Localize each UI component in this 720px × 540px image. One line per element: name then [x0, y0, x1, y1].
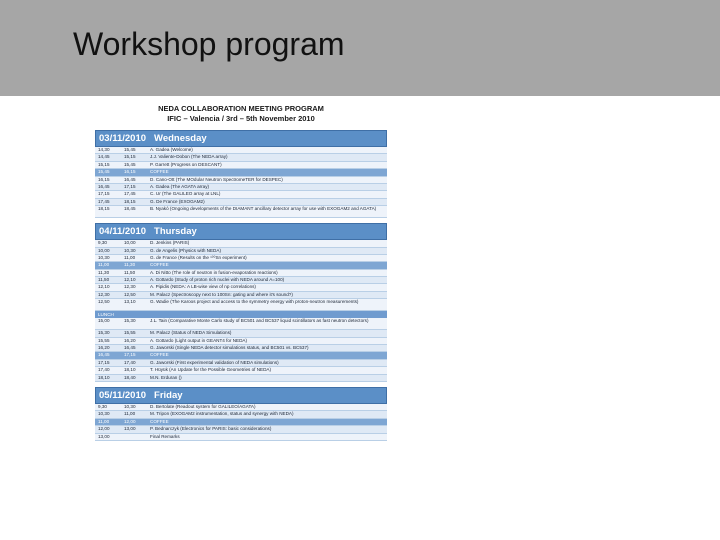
schedule-row	[95, 240, 387, 247]
schedule-row	[95, 367, 387, 374]
session-description: P. Garrett (Progress on DESCANT)	[150, 161, 222, 167]
start-time: 12,50	[98, 299, 110, 305]
start-time: 15,00	[98, 318, 110, 324]
day-header	[95, 387, 387, 404]
start-time: 17,15	[98, 191, 110, 197]
start-time: 16,45	[98, 183, 110, 189]
start-time: 15,30	[98, 330, 110, 336]
coffee-row	[95, 169, 387, 176]
session-description: D. Jenkins (PARIS)	[150, 240, 190, 246]
start-time: 18,15	[98, 206, 110, 212]
start-time: 10,30	[98, 411, 110, 417]
schedule-row	[95, 318, 387, 330]
schedule-row	[95, 292, 387, 299]
coffee-row	[95, 262, 387, 269]
day-name: Thursday	[154, 226, 197, 238]
session-description: A. Gadea (Welcome)	[150, 147, 193, 152]
end-time: 11,00	[124, 254, 136, 260]
day-date: 03/11/2010	[99, 133, 147, 144]
schedule-row	[95, 360, 387, 367]
session-description: COFFEE	[150, 169, 169, 175]
coffee-row	[95, 419, 387, 426]
end-time: 17,40	[124, 359, 136, 365]
end-time: 15,45	[124, 161, 136, 167]
start-time: 18,10	[98, 374, 110, 380]
schedule-row	[95, 154, 387, 161]
session-description: A. Pipidis (NEDA: A LB-wise view of np correlations)	[150, 284, 256, 290]
end-time: 11,50	[124, 269, 136, 275]
session-description: G. Jaworski (First experimental validation of NEDA simulations)	[150, 359, 279, 365]
session-description: G. Wadie (The Karoos project and access to the symmetry energy with proton-neutron measurements)	[150, 299, 359, 305]
schedule-row	[95, 404, 387, 411]
schedule-row	[95, 375, 387, 382]
start-time: 11,00	[98, 262, 110, 268]
end-time: 18,10	[124, 367, 136, 373]
start-time: 14,45	[98, 154, 110, 160]
start-time: 9,30	[98, 240, 107, 246]
schedule-row	[95, 248, 387, 255]
schedule-row	[95, 411, 387, 418]
schedule-row	[95, 426, 387, 433]
program-document	[95, 100, 387, 528]
session-description: M. Tripon (EXOGAM2 instrumentation, status and synergy with NEDA)	[150, 411, 294, 417]
start-time: 17,45	[98, 198, 110, 204]
session-description: P. Bednarczyk (Electronics for PARIS: basic considerations)	[150, 426, 272, 432]
start-time: 12,10	[98, 284, 110, 290]
end-time: 10,00	[124, 240, 136, 246]
slide-title: Workshop program	[73, 26, 345, 62]
schedule-row	[95, 162, 387, 169]
end-time: 16,15	[124, 169, 136, 175]
day-date: 05/11/2010	[99, 389, 147, 401]
session-description: A. Gottardo (Light output in GEANT4 for NEDA)	[150, 337, 248, 343]
schedule-row	[95, 206, 387, 218]
session-description: T. Hüyük (An Update for the Possible Geometries of NEDA)	[150, 367, 272, 373]
day-table	[95, 130, 387, 218]
start-time: 14,30	[98, 147, 110, 152]
start-time: 12,30	[98, 291, 110, 297]
schedule-rows	[95, 147, 387, 218]
start-time: 12,00	[98, 426, 110, 432]
end-time	[124, 434, 150, 440]
schedule-rows	[95, 404, 387, 441]
schedule-row	[95, 270, 387, 277]
end-time: 18,45	[124, 206, 136, 212]
lunch-row: LUNCH	[95, 311, 387, 318]
end-time: 15,15	[124, 154, 136, 160]
start-time: 11,00	[98, 418, 110, 424]
document-subtitle: IFIC – Valencia / 3rd – 5th November 2010	[167, 114, 315, 123]
schedule-row	[95, 191, 387, 198]
session-description: M. Palacz (Spectroscopy next to 100Sn: gating and where it's sound?)	[150, 291, 293, 297]
end-time: 18,15	[124, 198, 136, 204]
day-date: 04/11/2010	[99, 226, 147, 238]
end-time: 16,20	[124, 337, 136, 343]
document-title: NEDA COLLABORATION MEETING PROGRAM	[158, 104, 324, 113]
start-time: 16,45	[98, 352, 110, 358]
start-time: 9,30	[98, 403, 107, 409]
schedule-row	[95, 184, 387, 191]
session-description: D. Bertolate (Readout system for GALILEO/AGATA)	[150, 403, 256, 409]
schedule-row	[95, 255, 387, 262]
start-time: 16,15	[98, 176, 110, 182]
day-header	[95, 223, 387, 240]
end-time: 12,30	[124, 284, 136, 290]
session-description: A. Di Nitto (The role of neutron in fusion-evaporation reactions)	[150, 269, 278, 275]
schedule-row	[95, 147, 387, 154]
slide-header	[0, 0, 720, 96]
session-description: J.J. Valiente-Dobon (The NEDA array)	[150, 154, 228, 160]
start-time: 15,45	[98, 169, 110, 175]
schedule-row	[95, 434, 387, 441]
end-time: 17,15	[124, 183, 136, 189]
schedule-row	[95, 338, 387, 345]
coffee-row	[95, 352, 387, 359]
end-time: 12,50	[124, 291, 136, 297]
session-description: Final Remarks	[150, 433, 180, 439]
end-time: 13,00	[124, 426, 136, 432]
schedule-row	[95, 277, 387, 284]
start-time: 17,40	[98, 367, 110, 373]
start-time: 10,30	[98, 254, 110, 260]
session-description: M. Palacz (Status of NEDA Simulations)	[150, 330, 232, 336]
session-description: COFFEE	[150, 262, 169, 268]
schedule-row	[95, 345, 387, 352]
end-time: 15,30	[124, 318, 136, 324]
session-description: A. Gottardo (Study of proton rich nuclei with NEDA around A=100)	[150, 277, 285, 283]
end-time: 17,15	[124, 352, 136, 358]
end-time: 13,10	[124, 299, 136, 305]
start-time: 11,30	[98, 269, 110, 275]
day-header	[95, 130, 387, 147]
day-name: Friday	[154, 389, 183, 401]
start-time: 17,15	[98, 359, 110, 365]
end-time: 18,40	[124, 374, 136, 380]
session-description: J.L. Tain (Comparative Monte Carlo study of BC501 and BC537 liquid scintillators as fast neutron detectors)	[150, 318, 369, 324]
program-days	[95, 130, 387, 441]
end-time: 10,30	[124, 403, 136, 409]
session-description: G. de France (Results on the ¹⁰⁰Sn experiment)	[150, 254, 247, 260]
end-time: 15,55	[124, 330, 136, 336]
day-name: Wednesday	[154, 133, 207, 144]
start-time: 15,15	[98, 161, 110, 167]
start-time: 16,20	[98, 345, 110, 351]
session-description: G. de Angelis (Physics with NEDA)	[150, 247, 221, 253]
session-description: COFFEE	[150, 418, 169, 424]
end-time: 16,45	[124, 176, 136, 182]
start-time: 15,55	[98, 337, 110, 343]
end-time: 10,30	[124, 247, 136, 253]
schedule-row	[95, 299, 387, 311]
end-time: 11,30	[124, 262, 136, 268]
schedule-row	[95, 199, 387, 206]
session-description: D. Cano-Ott (The MOdular Neutron SpectromeTER for DESPEC)	[150, 176, 283, 182]
start-time: 13,00	[98, 433, 110, 439]
end-time: 15,45	[124, 147, 136, 152]
session-description: A. Gadea (The AGATA array)	[150, 183, 210, 189]
session-description: COFFEE	[150, 352, 169, 358]
end-time: 17,45	[124, 191, 136, 197]
day-table	[95, 223, 387, 382]
session-description: M.N. Erduran ()	[150, 374, 182, 380]
end-time: 12,00	[124, 418, 136, 424]
end-time: 12,10	[124, 277, 136, 283]
session-description: G. De France (EXOGAM2)	[150, 198, 205, 204]
schedule-row	[95, 284, 387, 291]
session-description: B. Nyakó (Ongoing developments of the DIAMANT ancillary detector array for use with EXOGAM2 and AGATA)	[150, 206, 377, 212]
day-table	[95, 387, 387, 441]
start-time: 10,00	[98, 247, 110, 253]
session-description: G. Jaworski (Single NEDA detector simulations status, and BC501 vs. BC537)	[150, 345, 309, 351]
schedule-rows	[95, 240, 387, 382]
start-time: 11,50	[98, 277, 110, 283]
schedule-row	[95, 177, 387, 184]
session-description: C. Ur (The GALILEO array at LNL)	[150, 191, 221, 197]
schedule-row	[95, 330, 387, 337]
end-time: 11,00	[124, 411, 136, 417]
end-time: 16,45	[124, 345, 136, 351]
